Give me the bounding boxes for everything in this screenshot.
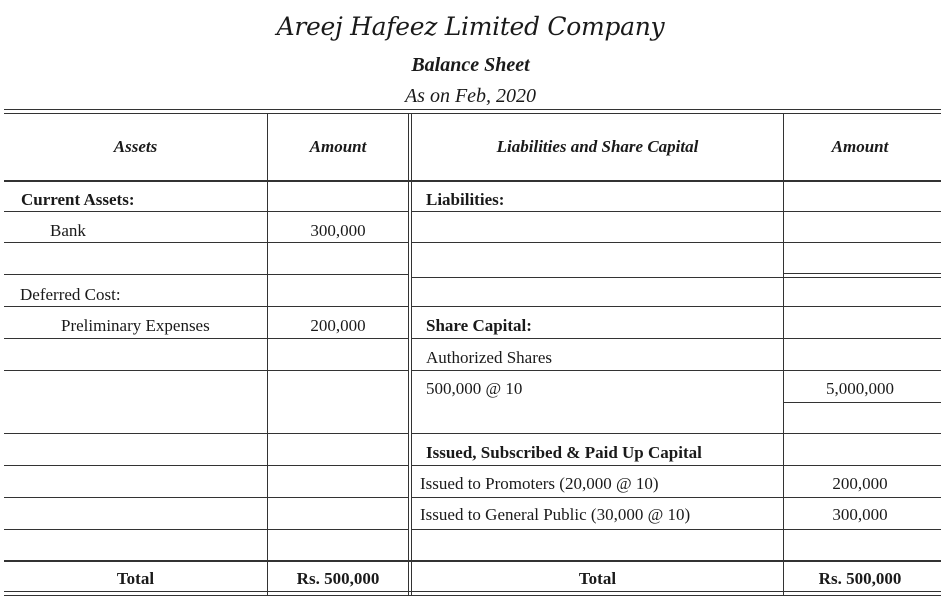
general-public-amount: 300,000: [832, 505, 888, 524]
column-header-assets: Assets: [113, 137, 158, 156]
row-rule: [4, 497, 409, 498]
preliminary-expenses-label: Preliminary Expenses: [61, 316, 210, 335]
preliminary-expenses-amount: 200,000: [310, 316, 366, 335]
column-header-liabilities: Liabilities and Share Capital: [496, 137, 699, 156]
row-rule: [411, 529, 941, 530]
row-rule: [411, 242, 941, 243]
authorized-shares-detail: 500,000 @ 10: [426, 379, 523, 398]
row-rule: [411, 465, 941, 466]
general-public-label: Issued to General Public (30,000 @ 10): [420, 505, 691, 524]
row-rule: [411, 433, 941, 434]
row-rule: [4, 338, 409, 339]
promoters-label: Issued to Promoters (20,000 @ 10): [420, 474, 659, 493]
deferred-cost-heading: Deferred Cost:: [20, 285, 121, 304]
header-rule: [4, 180, 941, 182]
authorized-shares-label: Authorized Shares: [426, 348, 553, 367]
row-rule: [4, 370, 409, 371]
row-rule: [4, 433, 409, 434]
company-name: Areej Hafeez Limited Company: [276, 12, 665, 41]
bottom-rule-outer: [4, 595, 941, 596]
share-capital-heading: Share Capital:: [426, 316, 532, 335]
row-rule: [4, 465, 409, 466]
center-rule-left: [408, 113, 409, 595]
row-rule: [4, 306, 409, 307]
total-amount-right: Rs. 500,000: [818, 569, 902, 588]
row-rule: [411, 211, 941, 212]
row-rule: [411, 277, 941, 278]
row-rule: [4, 242, 409, 243]
center-rule-right: [411, 113, 412, 595]
column-header-amount-left: Amount: [309, 137, 367, 156]
row-rule: [783, 273, 941, 274]
column-rule: [267, 113, 268, 595]
row-rule: [411, 370, 941, 371]
row-rule: [4, 529, 409, 530]
top-rule-inner: [4, 113, 941, 114]
total-amount-left: Rs. 500,000: [296, 569, 380, 588]
bottom-rule-inner: [4, 591, 941, 592]
column-header-amount-right: Amount: [831, 137, 889, 156]
top-rule-outer: [4, 109, 941, 110]
bank-label: Bank: [50, 221, 86, 240]
row-rule: [411, 306, 941, 307]
total-label-left: Total: [116, 569, 155, 588]
bank-amount: 300,000: [310, 221, 366, 240]
row-rule: [411, 338, 941, 339]
row-rule: [411, 497, 941, 498]
document-title: Balance Sheet: [411, 54, 530, 76]
liabilities-heading: Liabilities:: [426, 190, 505, 209]
row-rule: [4, 274, 409, 275]
total-label-right: Total: [578, 569, 617, 588]
issued-capital-heading: Issued, Subscribed & Paid Up Capital: [426, 443, 702, 462]
row-rule: [783, 402, 941, 403]
statement-date: As on Feb, 2020: [404, 85, 537, 107]
current-assets-heading: Current Assets:: [21, 190, 135, 209]
total-rule: [4, 560, 941, 562]
row-rule: [4, 211, 409, 212]
promoters-amount: 200,000: [832, 474, 888, 493]
authorized-shares-amount: 5,000,000: [826, 379, 894, 398]
